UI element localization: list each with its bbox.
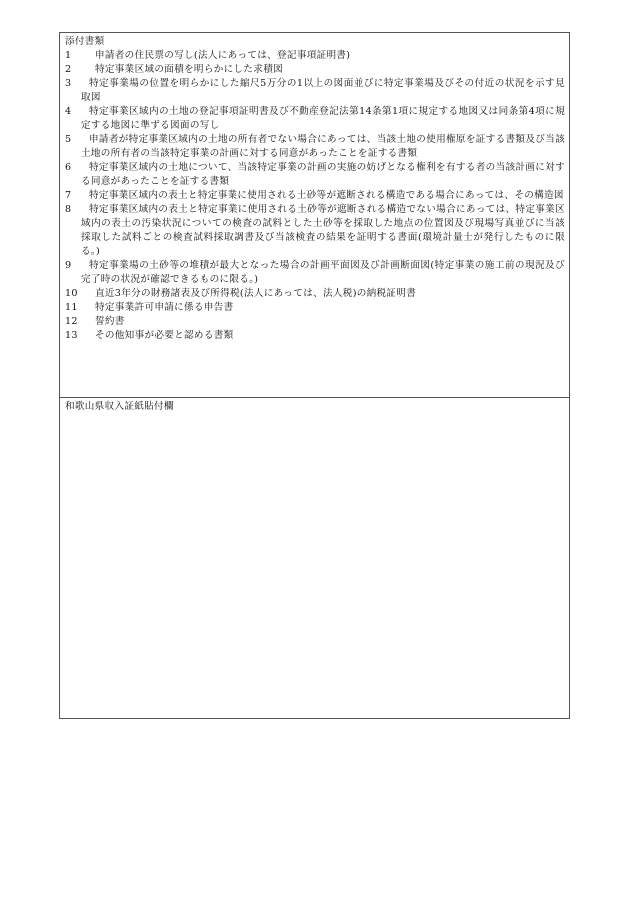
attachment-item — [65, 189, 565, 203]
attachment-text: 直近3年分の財務諸表及び所得税(法人にあっては、法人税)の納税証明書 — [95, 288, 417, 299]
form-frame — [59, 32, 570, 719]
revenue-stamp-area — [60, 398, 569, 718]
attachment-number: 9 — [65, 260, 72, 271]
attachment-number: 1 — [65, 50, 72, 61]
attachment-number: 8 — [65, 204, 72, 215]
attachment-item — [65, 287, 565, 301]
attachment-number: 11 — [65, 302, 78, 313]
attachment-number: 2 — [65, 64, 72, 75]
attachment-text: 申請者が特定事業区域内の土地の所有者でない場合にあっては、当該土地の使用権原を証する書類及び当該土地の所有者の当該特定事業の計画に対する同意があったことを証する書類 — [81, 134, 565, 159]
attachments-heading: 添付書類 — [65, 36, 105, 47]
attachment-item — [65, 329, 565, 343]
attachment-text: 特定事業区域内の表土と特定事業に使用される土砂等が遮断される構造である場合にあっては、その構造図 — [89, 190, 564, 201]
attachment-item — [65, 133, 565, 161]
attachment-text: 特定事業区域内の表土と特定事業に使用される土砂等が遮断される構造でない場合にあっては、特定事業区域内の表土の汚染状況についての検査の試料とした土砂等を採取した地点の位置図及び現場写真並びに当該採取した試料ごとの検査試料採取調書及び当該検査の結果を証明する書面(環境計量士が発行したものに限る。) — [81, 204, 565, 257]
attachment-item — [65, 301, 565, 315]
attachment-item — [65, 63, 565, 77]
attachment-item — [65, 203, 565, 259]
attachment-number: 5 — [65, 134, 72, 145]
attachment-item — [65, 161, 565, 189]
attachment-number: 10 — [65, 288, 78, 299]
attachment-item — [65, 105, 565, 133]
attachment-number: 7 — [65, 190, 72, 201]
attachment-text: 特定事業区域内の土地について、当該特定事業の計画の実施の妨げとなる権利を有する者の当該計画に対する同意があったことを証する書類 — [81, 162, 565, 187]
attachment-text: 特定事業場の位置を明らかにした縮尺5万分の1以上の図面並びに特定事業場及びその付近の状況を示す見取図 — [81, 78, 565, 103]
attachment-text: その他知事が必要と認める書類 — [95, 330, 234, 341]
attachment-number: 13 — [65, 330, 78, 341]
attachment-text: 特定事業区域内の土地の登記事項証明書及び不動産登記法第14条第1項に規定する地図又は同条第4項に規定する地図に準ずる図面の写し — [81, 106, 565, 131]
attachments-list — [65, 49, 565, 343]
attachments-section — [60, 33, 569, 398]
revenue-stamp-heading: 和歌山県収入証紙貼付欄 — [65, 401, 174, 412]
attachment-item — [65, 49, 565, 63]
attachment-text: 特定事業区域の面積を明らかにした求積図 — [95, 64, 283, 75]
attachment-item — [65, 259, 565, 287]
attachment-number: 12 — [65, 316, 78, 327]
attachment-text: 申請者の住民票の写し(法人にあっては、登記事項証明書) — [95, 50, 351, 61]
attachment-number: 3 — [65, 78, 72, 89]
attachment-item — [65, 77, 565, 105]
attachment-text: 特定事業許可申請に係る申告書 — [95, 302, 234, 313]
attachment-item — [65, 315, 565, 329]
attachment-text: 誓約書 — [95, 316, 125, 327]
attachment-text: 特定事業場の土砂等の堆積が最大となった場合の計画平面図及び計画断面図(特定事業の施工前の現況及び完了時の状況が確認できるものに限る。) — [81, 260, 565, 285]
attachment-number: 6 — [65, 162, 72, 173]
attachment-number: 4 — [65, 106, 72, 117]
